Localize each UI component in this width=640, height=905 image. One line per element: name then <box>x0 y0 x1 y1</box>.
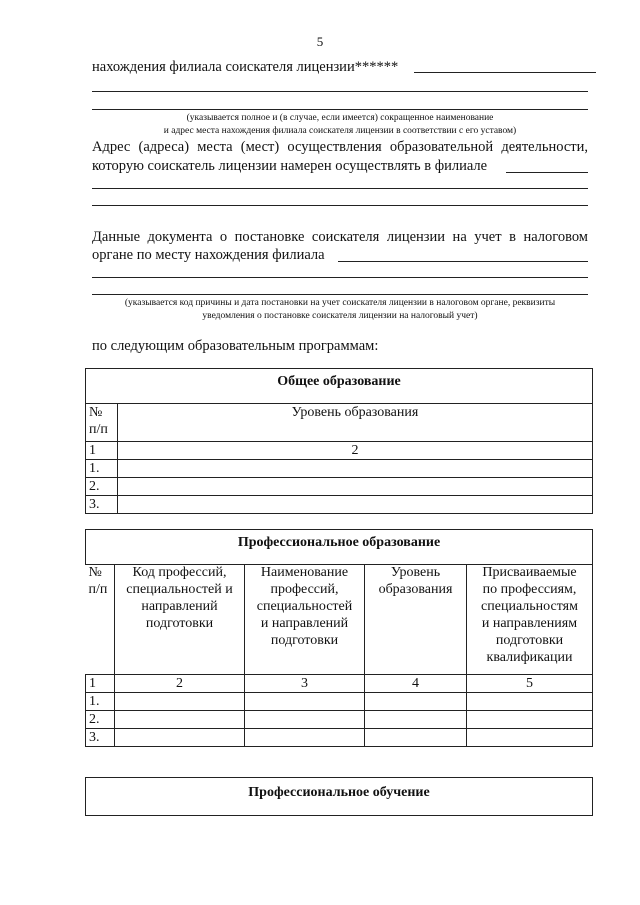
header-line: по профессиям, <box>482 582 577 597</box>
row-number: 2. <box>86 478 118 496</box>
general-education-title: Общее образование <box>85 368 593 404</box>
level-cell[interactable] <box>365 692 467 710</box>
col-num-label: № <box>88 565 102 580</box>
col-num-label: № <box>89 405 103 420</box>
row-number: 3. <box>86 496 118 514</box>
general-education-table <box>85 403 593 514</box>
header-line: профессий, <box>270 582 339 597</box>
professional-education-table <box>85 564 593 747</box>
table-row <box>86 728 593 746</box>
index-cell: 1 <box>86 442 118 460</box>
tax-registration-line2: органе по месту нахождения филиала <box>92 247 325 263</box>
activity-address-line2: которую соискатель лицензии намерен осуществлять в филиале <box>92 158 488 174</box>
col-level-header: Уровень образования <box>118 404 593 442</box>
tax-registration-field[interactable] <box>338 261 588 262</box>
table-row <box>86 496 593 514</box>
row-number: 1. <box>86 460 118 478</box>
index-cell: 5 <box>467 674 593 692</box>
level-cell[interactable] <box>118 460 593 478</box>
tax-registration-field-2[interactable] <box>92 277 588 278</box>
header-line: Присваиваемые <box>482 565 577 580</box>
activity-address-field[interactable] <box>506 172 588 173</box>
row-number: 3. <box>86 728 115 746</box>
professional-education-title: Профессиональное образование <box>85 529 593 565</box>
code-cell[interactable] <box>115 692 245 710</box>
programs-intro: по следующим образовательным программам: <box>92 338 379 354</box>
index-cell: 4 <box>365 674 467 692</box>
branch-location-field-2[interactable] <box>92 91 588 92</box>
header-line: Наименование <box>260 565 349 580</box>
index-cell: 3 <box>245 674 365 692</box>
table-index-row <box>86 674 593 692</box>
caption-line: (указывается код причины и дата постановки на учет соискателя лицензии в налоговом органе, реквизиты <box>124 298 556 308</box>
header-line: подготовки <box>495 633 564 648</box>
branch-location-text: нахождения филиала соискателя лицензии****** <box>92 59 399 75</box>
branch-location-caption <box>92 112 588 138</box>
table-header-row <box>86 564 593 674</box>
activity-address-line1: Адрес (адреса) места (мест) осуществления образовательной деятельности, <box>92 139 588 155</box>
col-qualification-header <box>467 564 593 674</box>
table-index-row <box>86 442 593 460</box>
header-line: специальностей и <box>126 582 233 597</box>
code-cell[interactable] <box>115 710 245 728</box>
header-line: квалификации <box>486 650 573 665</box>
table-header-row <box>86 404 593 442</box>
activity-address-field-2[interactable] <box>92 188 588 189</box>
header-line: и направлений <box>260 616 349 631</box>
level-cell[interactable] <box>118 478 593 496</box>
index-cell: 2 <box>115 674 245 692</box>
table-row <box>86 710 593 728</box>
header-line: направлений <box>141 599 218 614</box>
table-row <box>86 692 593 710</box>
header-line: подготовки <box>145 616 214 631</box>
tax-registration-field-3[interactable] <box>92 294 588 295</box>
col-num-label: п/п <box>89 422 108 437</box>
header-line: подготовки <box>270 633 339 648</box>
header-line: специальностям <box>481 599 578 614</box>
page-number: 5 <box>316 34 324 49</box>
professional-training-title: Профессиональное обучение <box>85 777 593 816</box>
branch-location-field[interactable] <box>414 72 596 73</box>
branch-location-field-3[interactable] <box>92 109 588 110</box>
header-line: Уровень <box>390 565 441 580</box>
col-num-header <box>86 404 118 442</box>
qualification-cell[interactable] <box>467 692 593 710</box>
level-cell[interactable] <box>365 710 467 728</box>
header-line: Код профессий, <box>132 565 227 580</box>
col-code-header <box>115 564 245 674</box>
index-cell: 1 <box>86 674 115 692</box>
level-cell[interactable] <box>365 728 467 746</box>
row-number: 2. <box>86 710 115 728</box>
row-number: 1. <box>86 692 115 710</box>
header-line: и направлениям <box>481 616 578 631</box>
caption-line: и адрес места нахождения филиала соискателя лицензии в соответствии с его уставом) <box>163 126 517 136</box>
tax-registration-line1: Данные документа о постановке соискателя лицензии на учет в налоговом <box>92 229 588 245</box>
table-row <box>86 460 593 478</box>
table-row <box>86 478 593 496</box>
tax-registration-caption <box>92 297 588 323</box>
qualification-cell[interactable] <box>467 728 593 746</box>
activity-address-field-3[interactable] <box>92 205 588 206</box>
col-name-header <box>245 564 365 674</box>
index-cell: 2 <box>118 442 593 460</box>
col-level-header <box>365 564 467 674</box>
name-cell[interactable] <box>245 728 365 746</box>
level-cell[interactable] <box>118 496 593 514</box>
name-cell[interactable] <box>245 710 365 728</box>
col-num-label: п/п <box>88 582 108 597</box>
code-cell[interactable] <box>115 728 245 746</box>
header-line: образования <box>378 582 453 597</box>
qualification-cell[interactable] <box>467 710 593 728</box>
caption-line: уведомления о постановке соискателя лицензии на налоговый учет) <box>202 311 478 321</box>
col-num-header <box>86 564 115 674</box>
header-line: специальностей <box>256 599 353 614</box>
caption-line: (указывается полное и (в случае, если имеется) сокращенное наименование <box>186 113 494 123</box>
name-cell[interactable] <box>245 692 365 710</box>
